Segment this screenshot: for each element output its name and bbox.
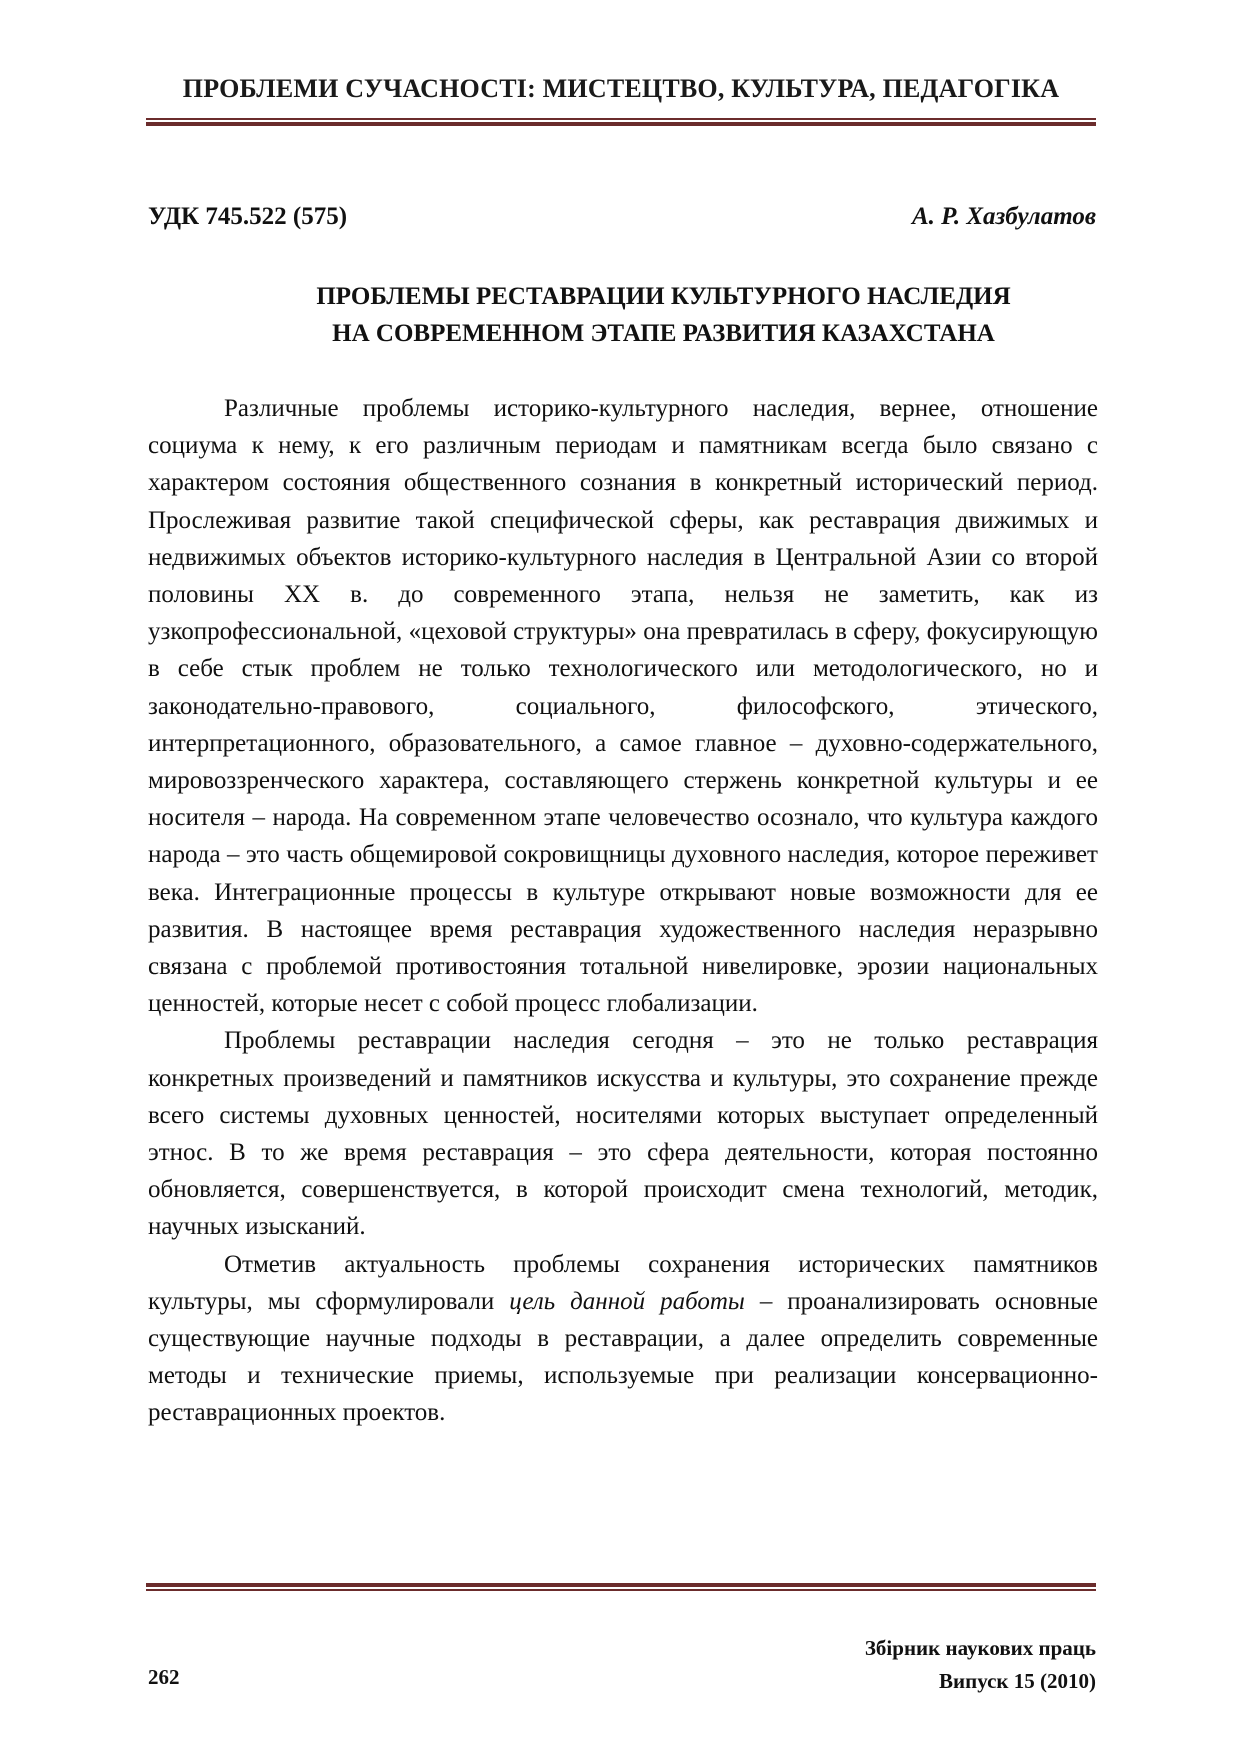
page-number: 262 bbox=[148, 1665, 180, 1689]
footer-publication bbox=[865, 1632, 1096, 1698]
udk-code: УДК 745.522 (575) bbox=[148, 203, 348, 230]
paragraph-3-emphasis: цель данной работы bbox=[509, 1287, 745, 1315]
paragraph-3-start: Отметив актуальность проблемы сохранения исторических памятников культуры, мы сформулировали bbox=[148, 1250, 1098, 1315]
running-header: ПРОБЛЕМИ СУЧАСНОСТІ: МИСТЕЦТВО, КУЛЬТУРА, ПЕДАГОГІКА bbox=[182, 74, 1060, 103]
footer-rule bbox=[146, 1583, 1096, 1591]
article-body bbox=[148, 390, 1098, 1432]
collection-title: Збірник наукових праць bbox=[864, 1636, 1096, 1660]
paragraph-2: Проблемы реставрации наследия сегодня – это не только реставрация конкретных произведений и памятников искусства и культуры, это сохранение прежде всего системы духовных ценностей, носителями которых выступает определенный этнос. В то же время реставрация – это сфера деятельности, которая постоянно обновляется, совершенствуется, в которой происходит смена технологий, методик, научных изысканий. bbox=[148, 1027, 1098, 1241]
paragraph-3 bbox=[148, 1246, 1098, 1432]
title-line-1: ПРОБЛЕМЫ РЕСТАВРАЦИИ КУЛЬТУРНОГО НАСЛЕДИЯ bbox=[316, 283, 1011, 310]
title-line-2: НА СОВРЕМЕННОМ ЭТАПЕ РАЗВИТИЯ КАЗАХСТАНА bbox=[332, 320, 995, 347]
article-title bbox=[146, 278, 1181, 352]
paragraph-1: Различные проблемы историко-культурного наследия, вернее, отношение социума к нему, к его различным периодам и памятникам всегда было связано с характером состояния общественного сознания в конкретный исторический период. Прослеживая развитие такой специфической сферы, как реставрация движимых и недвижимых объектов историко-культурного наследия в Центральной Азии со второй половины XX в. до современного этапа, нельзя не заметить, как из узкопрофессиональной, «цеховой структуры» она превратилась в сферу, фокусирующую в себе стык проблем не только технологического или методологического, но и законодательно-правового, социального, философского, этического, интерпретационного, образовательного, а самое главное – духовно-содержательного, мировоззренческого характера, составляющего стержень конкретной культуры и ее носителя – народа. На современном этапе человечество осознало, что культура каждого народа – это часть общемировой сокровищницы духовного наследия, которое переживет века. Интеграционные процессы в культуре открывают новые возможности для ее развития. В настоящее время реставрация художественного наследия неразрывно связана с проблемой противостояния тотальной нивелировке, эрозии национальных ценностей, которые несет с собой процесс глобализации. bbox=[148, 395, 1098, 1018]
header-rule bbox=[146, 118, 1096, 126]
issue-number: Випуск 15 (2010) bbox=[939, 1669, 1096, 1693]
author-name: А. Р. Хазбулатов bbox=[911, 203, 1096, 230]
paragraph-3-end: – проанализировать основные существующие научные подходы в реставрации, а далее определить современные методы и технические приемы, используемые при реализации консервационно-реставрационных проектов. bbox=[148, 1287, 1098, 1427]
